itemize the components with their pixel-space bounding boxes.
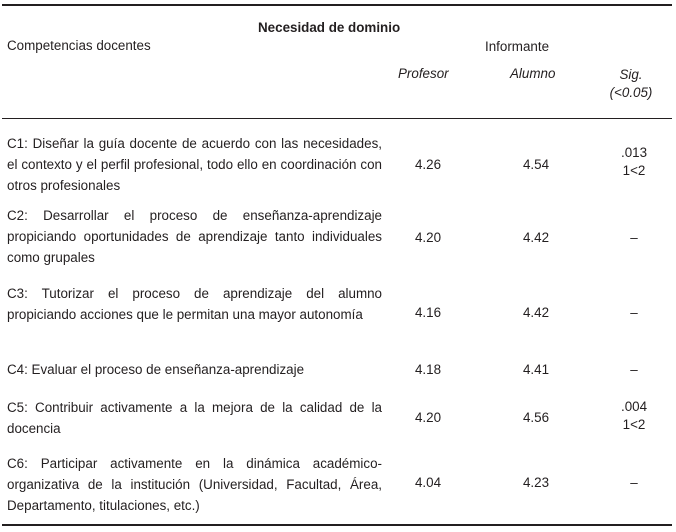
sig-value [598, 304, 670, 322]
sig-value-line1: .004 [620, 399, 648, 414]
column-header-alumno: Alumno [510, 66, 556, 81]
sig-value [598, 229, 670, 247]
alumno-value: 4.42 [522, 305, 550, 320]
bottom-rule [2, 524, 672, 526]
sig-value-line1: – [630, 362, 638, 377]
header-rule [2, 118, 672, 119]
profesor-value: 4.04 [414, 475, 442, 490]
competencia-text: C4: Evaluar el proceso de enseñanza-aprendizaje [7, 362, 305, 377]
sig-value-line2: 1<2 [622, 417, 646, 432]
table-title: Necesidad de dominio [258, 20, 401, 35]
sig-value [598, 144, 670, 180]
column-header-informante: Informante [485, 39, 550, 54]
competencia-text: C5: Contribuir activamente a la mejora de la calidad de la docencia [7, 400, 382, 436]
alumno-value: 4.54 [522, 157, 550, 172]
sig-label-line1: Sig. [619, 67, 643, 82]
sig-value-line1: .013 [620, 145, 648, 160]
column-header-sig [596, 66, 666, 102]
sig-value-line1: – [630, 475, 638, 490]
profesor-value: 4.16 [414, 305, 442, 320]
alumno-value: 4.42 [522, 230, 550, 245]
column-header-profesor: Profesor [398, 66, 449, 81]
alumno-value: 4.23 [522, 475, 550, 490]
profesor-value: 4.26 [414, 157, 442, 172]
sig-value-line2: 1<2 [622, 163, 646, 178]
profesor-value: 4.18 [414, 362, 442, 377]
competencia-text: C3: Tutorizar el proceso de aprendizaje del alumno propiciando acciones que le permitan una mayor autonomía [7, 286, 382, 322]
competencia-text: C6: Participar activamente en la dinámica académico-organizativa de la institución (Universidad, Facultad, Área, Departamento, titulaciones, etc.) [7, 456, 382, 513]
sig-value-line1: – [630, 305, 638, 320]
sig-value [598, 361, 670, 379]
alumno-value: 4.56 [522, 410, 550, 425]
profesor-value: 4.20 [414, 230, 442, 245]
sig-value [598, 474, 670, 492]
competencia-text: C1: Diseñar la guía docente de acuerdo con las necesidades, el contexto y el perfil profesional, todo ello en coordinación con otros profesionales [7, 136, 382, 193]
sig-value [598, 398, 670, 434]
profesor-value: 4.20 [414, 410, 442, 425]
alumno-value: 4.41 [522, 362, 550, 377]
sig-value-line1: – [630, 230, 638, 245]
column-header-competencias: Competencias docentes [7, 38, 151, 53]
competencia-text: C2: Desarrollar el proceso de enseñanza-aprendizaje propiciando oportunidades de aprendizaje tanto individuales como grupales [7, 208, 382, 265]
top-rule [2, 4, 672, 6]
sig-label-line2: (<0.05) [609, 85, 653, 100]
